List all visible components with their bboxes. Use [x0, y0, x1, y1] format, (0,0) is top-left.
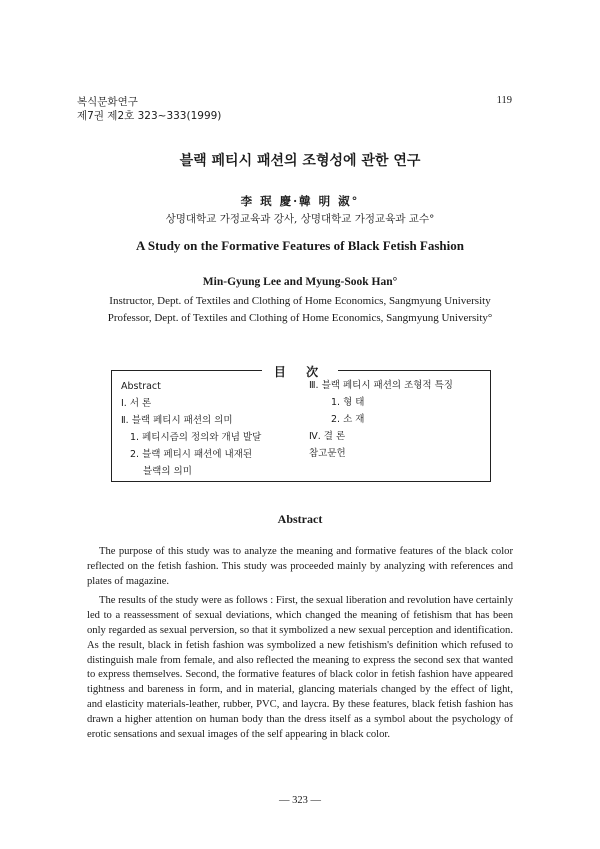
toc-item[interactable]: 2. 소 재: [331, 414, 365, 425]
toc-right-column: [309, 377, 453, 462]
abstract-paragraph: The results of the study were as follows : First, the sexual liberation and revolution have certainly led to a reassessment of sexual deviations, which changed the meaning of fetishism that has been only regarded as sexual perversion, so that it symbolized a new sexual perception and identification. As the result, black in fetish fashion was symbolized a new fetishism's definition which refused to distinguish male from female, and also reflected the meaning to express the second sex that wanted to express themselves. Second, the formative features of black color in fetish fashion have appeared tightness and bareness in form, and in material, glancing materials changed by the effect of light, and elasticity materials-leather, rubber, PVC, and laycra. By these features, black fetish fashion has drawn a higher attention on human body than the dress itself as a symbol about the psychology of erotic sensations and sexual images of the self appearing in black color.: [87, 595, 513, 740]
toc-item[interactable]: Ⅳ. 결 론: [309, 431, 346, 442]
toc-heading: 目 次: [0, 361, 600, 380]
toc-item[interactable]: Ⅱ. 블랙 페티시 패션의 의미: [121, 415, 233, 426]
toc-item[interactable]: 1. 형 태: [331, 397, 365, 408]
toc-item[interactable]: Ⅲ. 블랙 페티시 패션의 조형적 특징: [309, 380, 453, 391]
affiliation-line: Instructor, Dept. of Textiles and Clothing of Home Economics, Sangmyung University: [109, 295, 491, 307]
title-english: A Study on the Formative Features of Black Fetish Fashion: [135, 238, 464, 253]
toc-item[interactable]: 1. 페티시즘의 정의와 개념 발달: [130, 432, 262, 443]
abstract-paragraph: The purpose of this study was to analyze the meaning and formative features of the black color reflected on the fetish fashion. This study was proceeded mainly by analyzing with references and plates of magazine.: [87, 546, 513, 587]
toc-item[interactable]: Ⅰ. 서 론: [121, 398, 152, 409]
abstract-body: [87, 545, 513, 747]
footer-page-number: — 323 —: [279, 795, 321, 806]
toc-item[interactable]: Abstract: [121, 381, 161, 392]
toc-item[interactable]: 2. 블랙 페티시 패션에 내재된: [130, 449, 253, 460]
journal-name: 복식문화연구: [77, 96, 138, 108]
page-number: 119: [496, 95, 512, 106]
toc-left-column: [121, 378, 261, 480]
abstract-heading: Abstract: [277, 512, 323, 526]
affiliation-line: Professor, Dept. of Textiles and Clothing of Home Economics, Sangmyung University°: [107, 312, 493, 324]
toc-item[interactable]: 참고문헌: [309, 448, 346, 459]
authors-english: Min-Gyung Lee and Myung-Sook Han°: [202, 276, 398, 288]
toc-item: 블랙의 의미: [143, 466, 192, 477]
volume-info: 제7권 제2호 323~333(1999): [77, 110, 222, 122]
affiliation-english: [0, 293, 600, 327]
affiliation-korean: 상명대학교 가정교육과 강사, 상명대학교 가정교육과 교수°: [165, 213, 435, 225]
title-korean: 블랙 페티시 패션의 조형성에 관한 연구: [179, 153, 421, 169]
authors-korean: 李 珉 慶·韓 明 淑°: [240, 194, 360, 208]
journal-header: [77, 95, 221, 123]
